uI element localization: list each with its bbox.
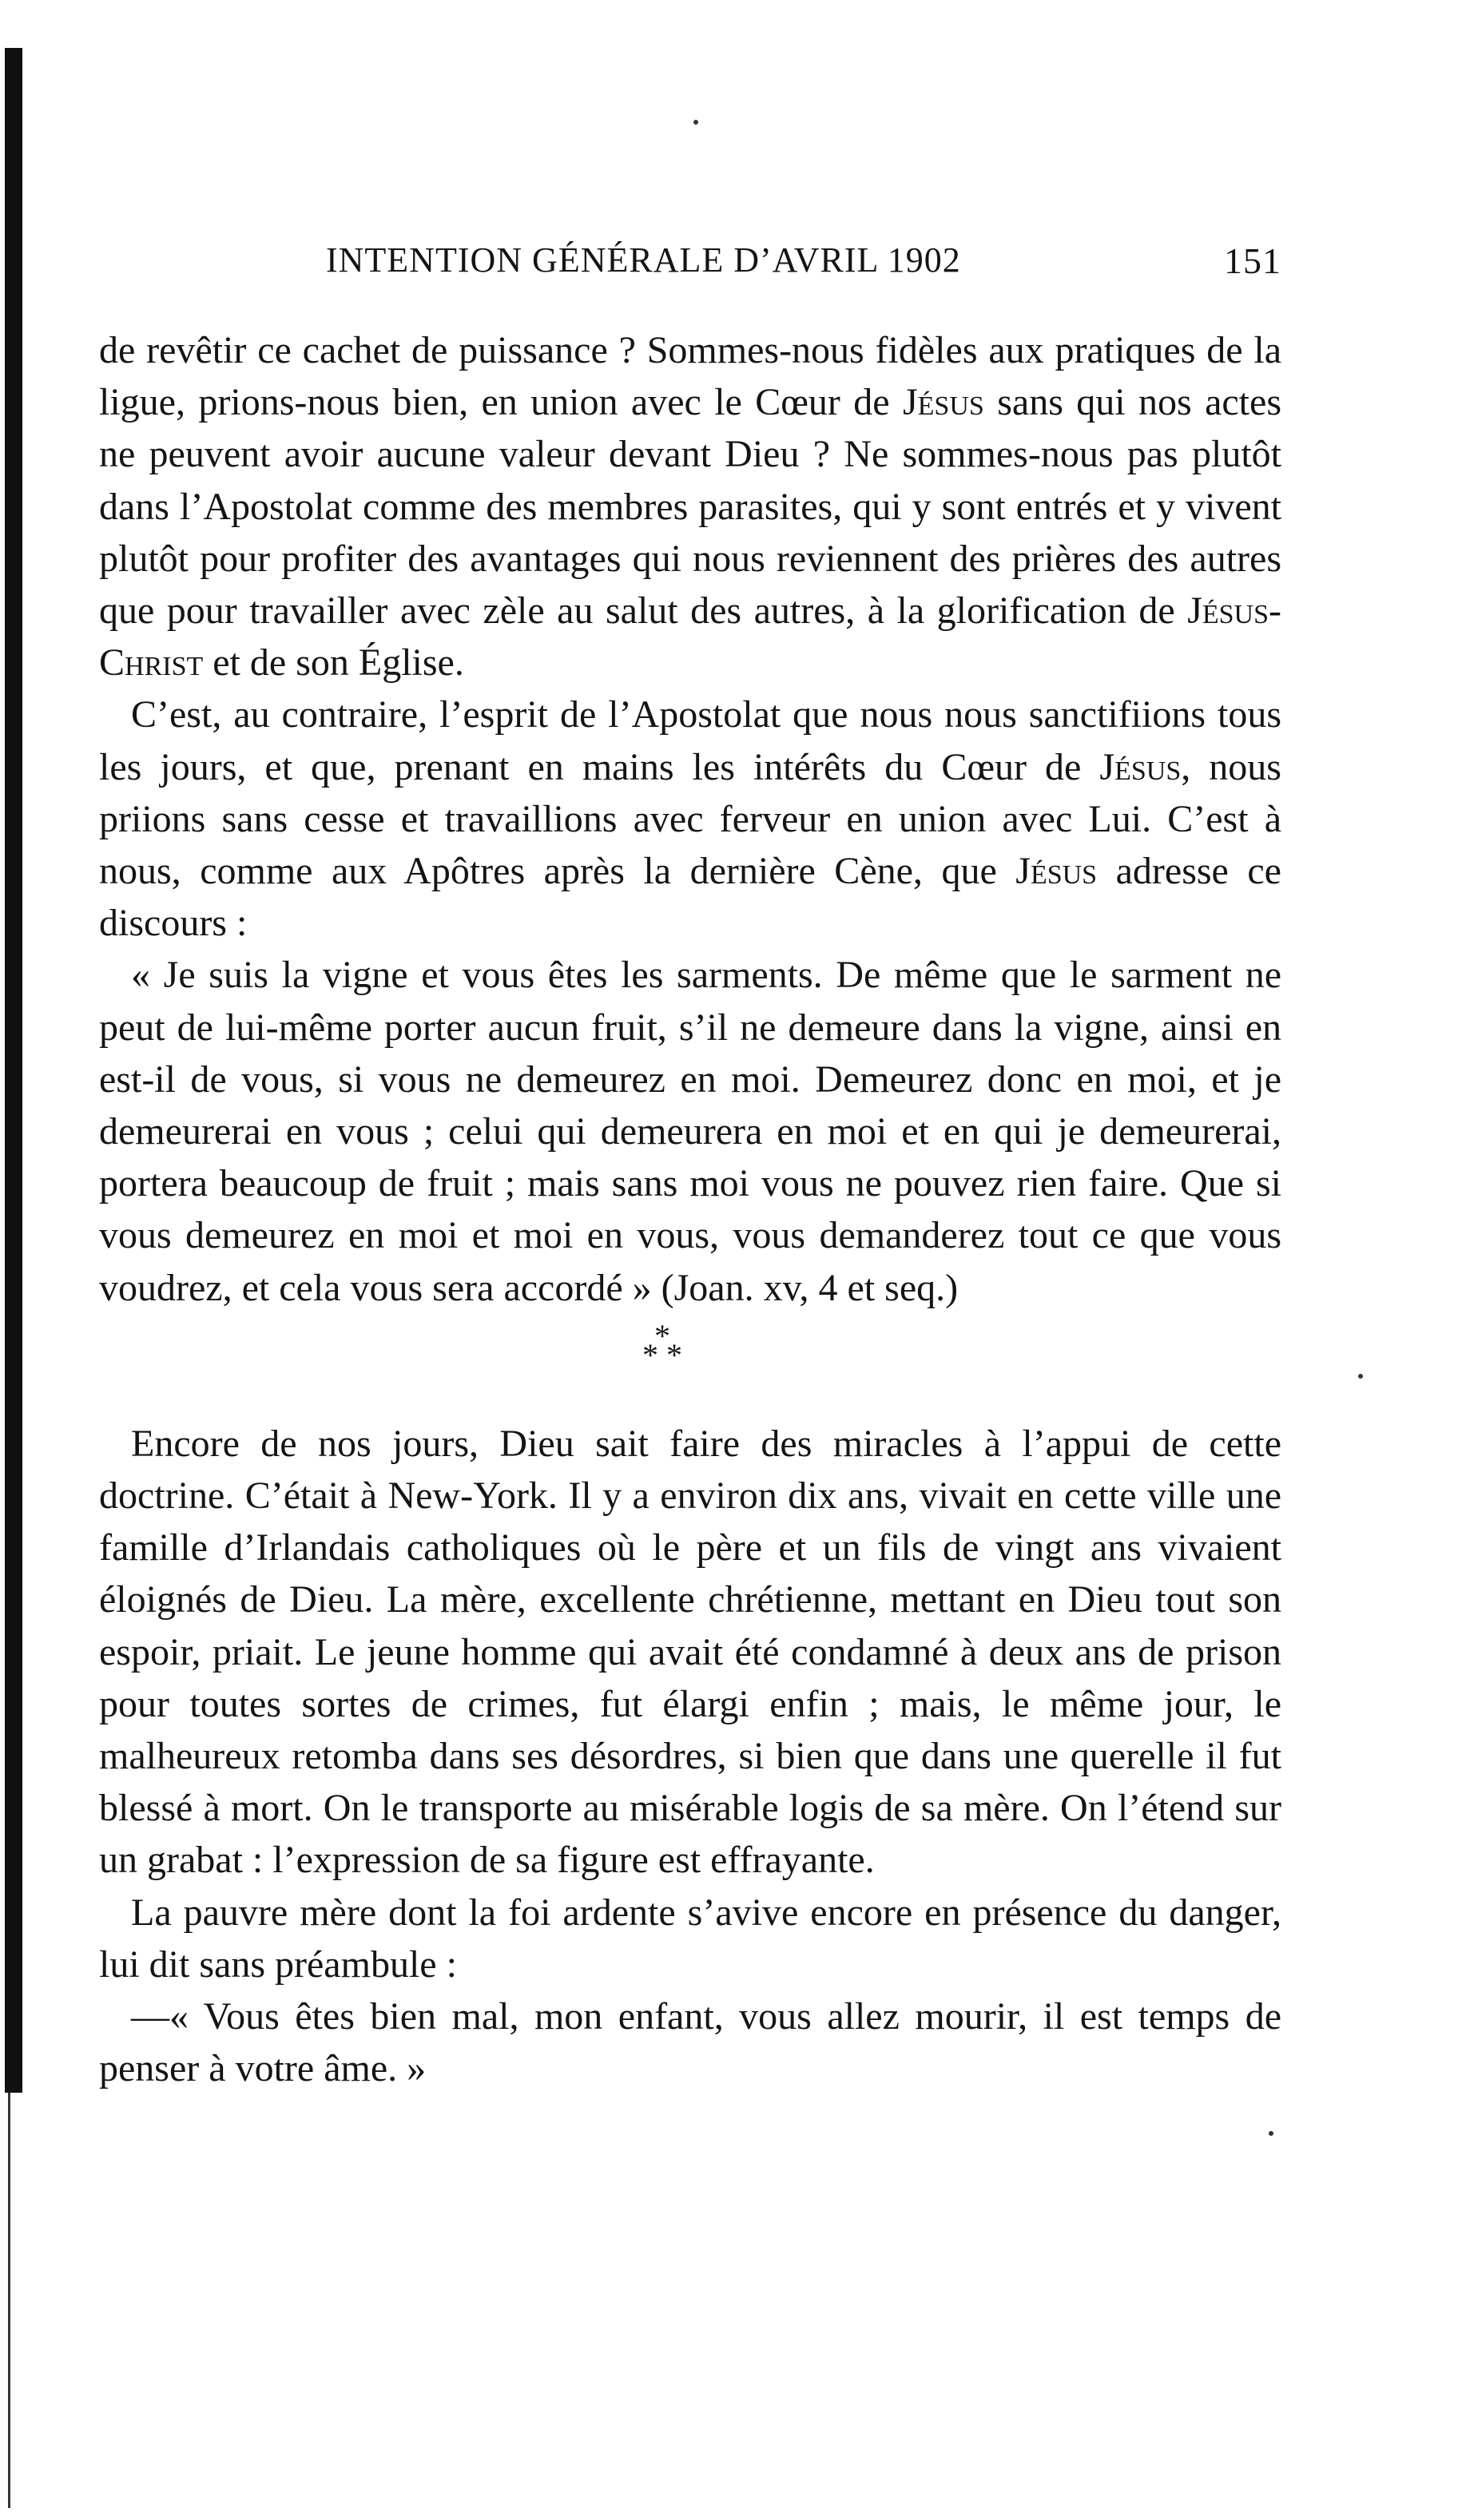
- text-run: , nous priions sans cesse et travaillions avec ferveur en union avec Lui. C’est à nous, comme aux Apôtres après la dernière Cène, que: [99, 745, 1281, 893]
- scan-binding-edge: [0, 0, 32, 2520]
- text-run: « Je suis la vigne et vous êtes les sarments. De même que le sarment ne peut de lui-même porter aucun fruit, s’il ne demeure dans la vigne, ainsi en est-il de vous, si vous ne demeurez en moi. Demeurez donc en moi, et je demeurerai en vous ; celui qui demeurera en moi et en qui je demeurerai, portera beaucoup de fruit ; mais sans moi vous ne pouvez rien faire. Que si vous demeurez en moi et moi en vous, vous demanderez tout ce que vous voudrez, et cela vous sera accordé » (Joan. xv, 4 et seq.): [99, 954, 1281, 1309]
- scan-speck: [1358, 1374, 1363, 1379]
- text-run: Encore de nos jours, Dieu sait faire des miracles à l’appui de cette doctrine. C’était à New-York. Il y a environ dix ans, vivait en cette ville une famille d’Irlandais catholiques où le père et un fils de vingt ans vivaient éloignés de Dieu. La mère, excellente chrétienne, mettant en Dieu tout son espoir, priait. Le jeune homme qui avait été condamné à deux ans de prison pour toutes sortes de crimes, fut élargi enfin ; mais, le même jour, le malheureux retomba dans ses désordres, si bien que dans une querelle il fut blessé à mort. On le transporte au misérable logis de sa mère. On l’étend sur un grabat : l’expression de sa figure est effrayante.: [99, 1422, 1281, 1882]
- text-run: de revêtir ce cachet de puissance ? Sommes-nous fidèles aux pratiques de la ligue, prions-nous bien, en union avec le Cœur de: [99, 329, 1281, 424]
- paragraph: [99, 1990, 1281, 2094]
- paragraph: [99, 949, 1281, 1313]
- asterism-ornament: [99, 1314, 1281, 1418]
- binding-line: [8, 2093, 10, 2508]
- small-caps-name: Jésus-Christ: [99, 589, 1281, 685]
- body-text: [99, 324, 1281, 2095]
- text-run: et de son Église.: [203, 641, 464, 685]
- book-page: [99, 240, 1281, 2095]
- paragraph: [99, 689, 1281, 949]
- scan-speck: [1269, 2131, 1273, 2136]
- asterism-star: *: [642, 1336, 658, 1373]
- binding-shadow: [5, 48, 22, 2093]
- text-run: C’est, au contraire, l’esprit de l’Apostolat que nous nous sanctifiions tous les jours, et que, prenant en mains les intérêts du Cœur de: [99, 693, 1281, 788]
- paragraph: [99, 324, 1281, 689]
- paragraph: [99, 1418, 1281, 1887]
- paragraph: [99, 1887, 1281, 1990]
- text-run: —« Vous êtes bien mal, mon enfant, vous allez mourir, il est temps de penser à votre âme. »: [99, 1995, 1281, 2090]
- page-number: 151: [1224, 240, 1281, 281]
- asterism-star: *: [666, 1336, 682, 1373]
- text-run: sans qui nos actes ne peuvent avoir aucune valeur devant Dieu ? Ne sommes-nous pas plutôt dans l’Apostolat comme des membres parasites, qui y sont entrés et y vivent plutôt pour profiter des avantages qui nous reviennent des prières des autres que pour travailler avec zèle au salut des autres, à la glorification de: [99, 381, 1281, 633]
- asterism-star: *: [654, 1317, 670, 1354]
- small-caps-name: Jésus: [1099, 745, 1182, 788]
- text-run: adresse ce discours :: [99, 850, 1281, 945]
- scan-speck: [693, 120, 698, 125]
- small-caps-name: Jésus: [902, 381, 984, 424]
- running-title: INTENTION GÉNÉRALE D’AVRIL 1902: [326, 240, 961, 280]
- small-caps-name: Jésus: [1015, 850, 1098, 893]
- running-head: [99, 240, 1281, 296]
- text-run: La pauvre mère dont la foi ardente s’avive encore en présence du danger, lui dit sans préambule :: [99, 1891, 1281, 1986]
